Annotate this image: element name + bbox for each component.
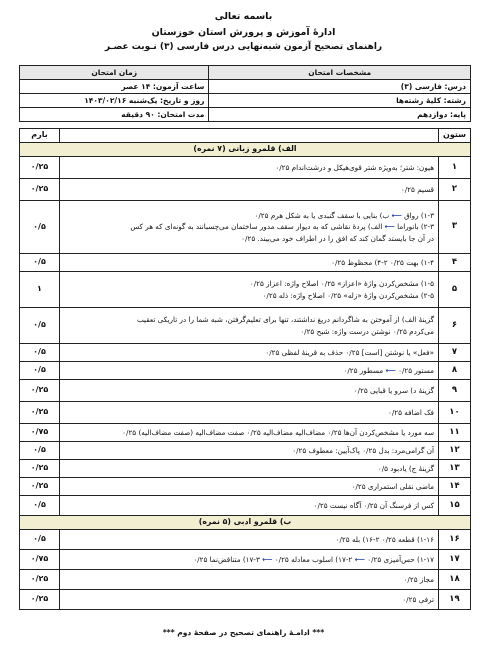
section-a-title: الف) قلمرو زبانی (۷ نمره)	[20, 143, 471, 157]
grade-field: پایه: دوازدهم	[209, 108, 471, 122]
row-number: ۱۳	[439, 460, 471, 478]
row-answer: آن گرامی‌مرد: بدل ۰/۲۵ پاک‌آیین: معطوف ۰/۲۵	[60, 442, 439, 460]
header-title: راهنمای تصحیح آزمون شبه‌نهایی درس فارسی (۳) نـوبت عصـر	[104, 42, 383, 52]
row-answer: گزینهٔ د) سرو یا قبایی ۰/۲۵	[60, 380, 439, 402]
row-number: ۴	[439, 254, 471, 272]
subject-field: درس: فارسی (۳)	[209, 80, 471, 94]
table-row	[20, 496, 471, 516]
arrow-icon: ⟵	[354, 554, 365, 564]
row-score: ۰/۵	[20, 201, 60, 254]
row-number: ۱۹	[439, 590, 471, 610]
row-score: ۰/۲۵	[20, 402, 60, 424]
row-answer: قسیم ۰/۲۵	[60, 179, 439, 201]
row-score: ۰/۲۵	[20, 380, 60, 402]
table-row	[20, 157, 471, 179]
exam-specs-heading: مشخصات امتحان	[209, 66, 471, 80]
row-answer: مجاز ۰/۲۵	[60, 570, 439, 590]
answer-key-table	[19, 128, 471, 610]
row-score: ۰/۲۵	[20, 570, 60, 590]
section-a-row	[20, 143, 471, 157]
row-number: ۱۶	[439, 530, 471, 550]
row-answer	[60, 550, 439, 570]
row-answer: هیون: شتر؛ به‌ویژه شتر قوی‌هیکل و درشت‌اندام ۰/۲۵	[60, 157, 439, 179]
table-row	[20, 460, 471, 478]
row-score: ۰/۲۵	[20, 179, 60, 201]
major-field: رشته: کلیهٔ رشته‌ها	[209, 94, 471, 108]
column-score-header: بارم	[20, 129, 60, 143]
row-number: ۱۷	[439, 550, 471, 570]
row-answer: ماضی نقلی استمراری ۰/۲۵	[60, 478, 439, 496]
row-score: ۰/۲۵	[20, 590, 60, 610]
row-number: ۸	[439, 362, 471, 380]
row-score: ۰/۲۵	[20, 460, 60, 478]
row-score: ۰/۲۵	[20, 157, 60, 179]
table-row	[20, 344, 471, 362]
row-score: ۰/۵	[20, 362, 60, 380]
row-number: ۳	[439, 201, 471, 254]
row-answer	[60, 362, 439, 380]
row-score: ۰/۲۵	[20, 478, 60, 496]
row-answer: فک اضافه ۰/۲۵	[60, 402, 439, 424]
table-row	[20, 570, 471, 590]
exam-date-field: روز و تاریخ: یک‌شنبه ۱۴۰۳/۰۲/۱۶	[20, 94, 209, 108]
table-row	[20, 179, 471, 201]
table-row	[20, 424, 471, 442]
answer-part: الف) پردهٔ نقاشی که به دیوار سقف مدور ساختمان می‌چسبانند به گونه‌ای که هر کس	[130, 222, 383, 232]
row-number: ۵	[439, 272, 471, 308]
answer-line: می‌کردم ۰/۲۵ نوشتن درست واژه: شبح ۰/۲۵	[300, 326, 434, 336]
row-number: ۶	[439, 308, 471, 344]
row-answer	[60, 272, 439, 308]
row-score: ۰/۵	[20, 254, 60, 272]
header-bismillah: باسمه تعالی	[214, 11, 273, 22]
exam-duration-field: مدت امتحان: ۹۰ دقیقه	[20, 108, 209, 122]
answer-part: ۲-۳) بانوراما	[397, 222, 434, 232]
table-header-row	[20, 129, 471, 143]
answer-part: مستور ۰/۲۵	[398, 365, 434, 375]
answer-part: ۲-۱۷) اسلوب معادله ۰/۲۵	[274, 554, 353, 564]
section-b-title: ب) قلمرو ادبی (۵ نمره)	[20, 516, 471, 530]
arrow-icon: ⟵	[391, 211, 402, 221]
table-row	[20, 530, 471, 550]
row-answer: ۱-۱۶) قطعه ۰/۲۵ ۲-۱۶) بله ۰/۲۵	[60, 530, 439, 550]
column-number-header: ستون	[439, 129, 471, 143]
table-row	[20, 308, 471, 344]
answer-line: ۲-۵) مشخص‌کردن واژهٔ «زله» ۰/۲۵ اصلاح واژه: ذله ۰/۲۵	[262, 290, 434, 300]
row-answer: سه مورد یا مشخص‌کردن آن‌ها ۰/۲۵ مضاف‌الیه مضاف‌الیه ۰/۲۵ صفت مضاف‌الیه (صفت مضاف‌الیه) ۰/۲۵	[60, 424, 439, 442]
answer-part: مسطور ۰/۲۵	[343, 365, 384, 375]
row-number: ۱۵	[439, 496, 471, 516]
row-score: ۰/۵	[20, 496, 60, 516]
row-score: ۱	[20, 272, 60, 308]
row-answer: گزینهٔ ج) یادبود ۰/۵	[60, 460, 439, 478]
row-answer	[60, 201, 439, 254]
row-number: ۷	[439, 344, 471, 362]
row-answer: کس از فرسنگ آن ۰/۲۵ آگاه نیست ۰/۲۵	[60, 496, 439, 516]
table-row	[20, 442, 471, 460]
table-row	[20, 590, 471, 610]
answer-part: ۱-۱۷) حس‌آمیزی ۰/۲۵	[367, 554, 434, 564]
row-answer	[60, 308, 439, 344]
table-row	[20, 380, 471, 402]
section-b-row	[20, 516, 471, 530]
row-score: ۰/۵	[20, 344, 60, 362]
table-row	[20, 201, 471, 254]
row-number: ۱	[439, 157, 471, 179]
exam-info-table	[19, 65, 471, 122]
header-organization: ادارهٔ آموزش و پرورش استان خوزستان	[151, 27, 336, 38]
row-number: ۱۸	[439, 570, 471, 590]
answer-part: ۳-۱۷) متناقض‌نما ۰/۲۵	[193, 554, 260, 564]
row-number: ۱۰	[439, 402, 471, 424]
arrow-icon: ⟵	[385, 365, 396, 375]
row-number: ۱۲	[439, 442, 471, 460]
row-score: ۰/۵	[20, 442, 60, 460]
exam-time-heading: زمان امتحان	[20, 66, 209, 80]
arrow-icon: ⟵	[384, 222, 395, 232]
continuation-note: *** ادامـهٔ راهنمای تصحیح در صفحهٔ دوم ***	[162, 628, 325, 637]
row-number: ۲	[439, 179, 471, 201]
row-score: ۰/۵	[20, 308, 60, 344]
table-row	[20, 272, 471, 308]
table-row	[20, 362, 471, 380]
table-row	[20, 402, 471, 424]
row-number: ۹	[439, 380, 471, 402]
exam-hour-field: ساعت آزمون: ۱۴ عصر	[20, 80, 209, 94]
row-answer: «فعل» یا نوشتن [است] ۰/۲۵ حذف به قرینهٔ لفظی ۰/۲۵	[60, 344, 439, 362]
row-score: ۰/۷۵	[20, 424, 60, 442]
answer-line: ۱-۵) مشخص‌کردن واژهٔ «اعزاز» ۰/۲۵ اصلاح واژه: اعزاز ۰/۲۵	[249, 279, 434, 289]
table-row	[20, 478, 471, 496]
table-row	[20, 550, 471, 570]
answer-line: در آن جا بایستد گمان کند که افق را در اطراف خود می‌بیند. ۰/۲۵	[241, 233, 434, 243]
row-answer: ترفی ۰/۲۵	[60, 590, 439, 610]
row-answer: ۱-۴) بهت ۰/۲۵ ۲-۴) محظوظ ۰/۲۵	[60, 254, 439, 272]
answer-part: ب) بنایی با سقف گنبدی یا به شکل هرم ۰/۲۵	[254, 211, 390, 221]
column-answer-header	[60, 129, 439, 143]
row-score: ۰/۵	[20, 530, 60, 550]
row-number: ۱۴	[439, 478, 471, 496]
answer-line: گزینهٔ الف) از آموختن به شاگردانم دریغ نداشتند، تنها برای تعلیم‌گرفتن، شبه شما را در تاریکی تعقیب	[136, 315, 434, 325]
table-row	[20, 254, 471, 272]
row-score: ۰/۷۵	[20, 550, 60, 570]
arrow-icon: ⟵	[262, 554, 273, 564]
answer-part: ۱-۳) رواق	[404, 211, 434, 221]
row-number: ۱۱	[439, 424, 471, 442]
